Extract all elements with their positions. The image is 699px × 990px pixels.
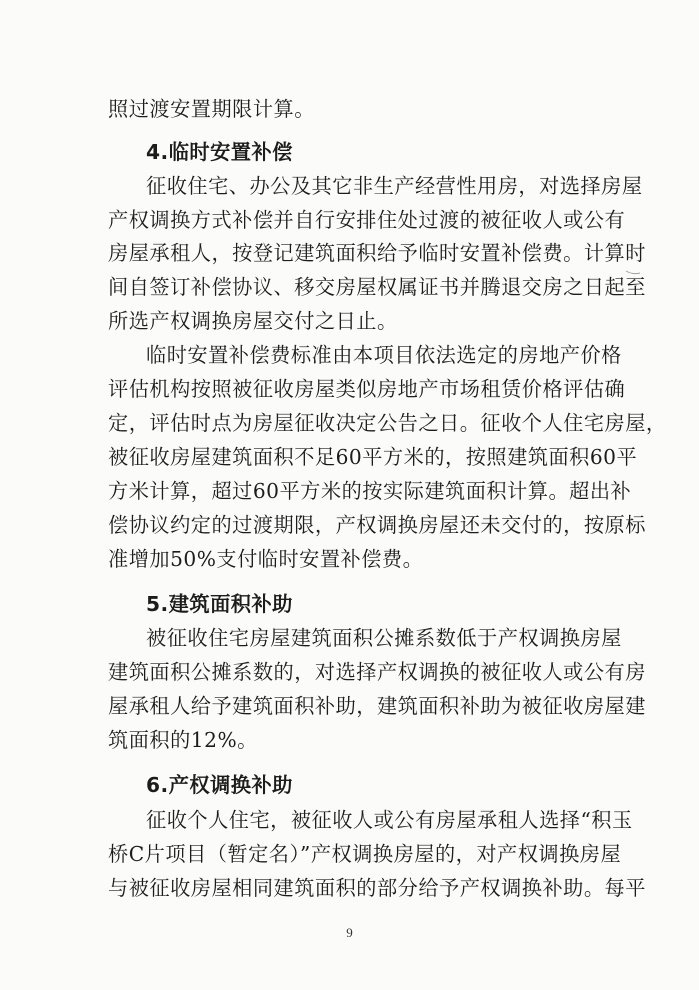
text-line-18: 屋承租人给予建筑面积补助，建筑面积补助为被征收房屋建 bbox=[108, 694, 646, 718]
text-line-11: 被征收房屋建筑面积不足60平方米的，按照建筑面积60平 bbox=[108, 445, 638, 469]
section-heading-4: 4.临时安置补偿 bbox=[146, 140, 293, 164]
section-heading-5: 5.建筑面积补助 bbox=[146, 592, 293, 616]
page-number: 9 bbox=[346, 925, 353, 940]
text-line-21: 征收个人住宅，被征收人或公有房屋承租人选择“积玉 bbox=[146, 808, 633, 832]
text-line-12: 方米计算，超过60平方米的按实际建筑面积计算。超出补 bbox=[108, 479, 632, 503]
text-line-22: 桥C片项目（暂定名）”产权调换房屋的，对产权调换房屋 bbox=[108, 842, 622, 866]
text-line-16: 被征收住宅房屋建筑面积公摊系数低于产权调换房屋 bbox=[146, 626, 622, 650]
text-line-9: 评估机构按照被征收房屋类似房地产市场租赁价格评估确 bbox=[108, 377, 626, 401]
text-line-10: 定，评估时点为房屋征收决定公告之日。征收个人住宅房屋， bbox=[108, 411, 667, 435]
text-line-13: 偿协议约定的过渡期限，产权调换房屋还未交付的，按原标 bbox=[108, 513, 646, 537]
text-line-8: 临时安置补偿费标准由本项目依法选定的房地产价格 bbox=[146, 343, 622, 367]
text-line-23: 与被征收房屋相同建筑面积的部分给予产权调换补助。每平 bbox=[108, 876, 646, 900]
scan-mark-icon bbox=[625, 270, 641, 276]
text-line-14: 准增加50%支付临时安置补偿费。 bbox=[108, 547, 424, 571]
text-line-3: 征收住宅、办公及其它非生产经营性用房，对选择房屋 bbox=[146, 174, 643, 198]
text-line-19: 筑面积的12%。 bbox=[108, 728, 258, 752]
text-line-5: 房屋承租人，按登记建筑面积给予临时安置补偿费。计算时 bbox=[108, 241, 646, 265]
text-line-4: 产权调换方式补偿并自行安排住处过渡的被征收人或公有 bbox=[108, 208, 626, 232]
text-line-1: 照过渡安置期限计算。 bbox=[108, 97, 315, 121]
text-line-17: 建筑面积公摊系数的，对选择产权调换的被征收人或公有房 bbox=[108, 660, 646, 684]
text-line-6: 间自签订补偿协议、移交房屋权属证书并腾退交房之日起至 bbox=[108, 275, 646, 299]
section-heading-6: 6.产权调换补助 bbox=[146, 773, 293, 797]
text-line-7: 所选产权调换房屋交付之日止。 bbox=[108, 309, 398, 333]
